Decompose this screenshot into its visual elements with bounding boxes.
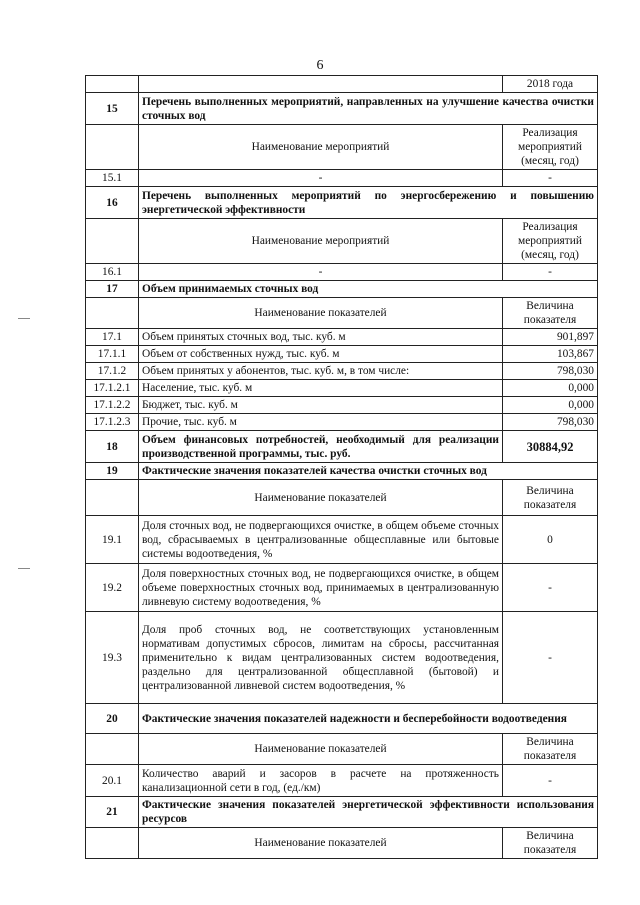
table-row: [86, 346, 598, 363]
section-number: 15: [86, 93, 139, 125]
empty-cell: [86, 734, 139, 765]
section-15-title-row: [86, 93, 598, 125]
row-value: 798,030: [503, 363, 598, 380]
section-16-title-row: [86, 187, 598, 219]
row-number: 17.1.2.1: [86, 380, 139, 397]
row-value: -: [503, 170, 598, 187]
column-header-name: Наименование мероприятий: [139, 125, 503, 170]
row-name: -: [139, 264, 503, 281]
section-number: 17: [86, 281, 139, 298]
row-number: 17.1.2.2: [86, 397, 139, 414]
section-17-header-row: [86, 298, 598, 329]
table-row: [86, 329, 598, 346]
column-header-name: Наименование показателей: [139, 734, 503, 765]
row-name: Доля сточных вод, не подвергающихся очистке, в общем объеме сточных вод, сбрасываемых в централизованные общесплавные или бытовые системы водоотведения, %: [139, 516, 503, 564]
empty-cell: [86, 298, 139, 329]
column-header-value: Величина показателя: [503, 734, 598, 765]
row-name: Доля поверхностных сточных вод, не подвергающихся очистке, в общем объеме поверхностных сточных вод, принимаемых в централизованную ливневую систему водоотведения, %: [139, 564, 503, 612]
table-row: [86, 363, 598, 380]
column-header-value: Величина показателя: [503, 480, 598, 516]
row-number: 17.1.2: [86, 363, 139, 380]
column-header-name: Наименование показателей: [139, 298, 503, 329]
empty-cell: [86, 219, 139, 264]
section-title: Фактические значения показателей надежности и бесперебойности водоотведения: [139, 704, 598, 734]
table-row: [86, 264, 598, 281]
section-number: 20: [86, 704, 139, 734]
row-value: 0: [503, 516, 598, 564]
row-value: -: [503, 264, 598, 281]
row-name: Объем принятых сточных вод, тыс. куб. м: [139, 329, 503, 346]
column-header-value: Реализация мероприятий (месяц, год): [503, 125, 598, 170]
empty-cell: [86, 828, 139, 859]
section-title: Объем финансовых потребностей, необходимый для реализации производственной программы, тыс. руб.: [139, 431, 503, 463]
row-number: 16.1: [86, 264, 139, 281]
row-name: -: [139, 170, 503, 187]
section-19-header-row: [86, 480, 598, 516]
table-row: [86, 380, 598, 397]
section-21-header-row: [86, 828, 598, 859]
row-number: 17.1.2.3: [86, 414, 139, 431]
scan-artifact: [18, 568, 30, 569]
section-17-title-row: [86, 281, 598, 298]
section-20-title-row: [86, 704, 598, 734]
row-number: 19.1: [86, 516, 139, 564]
section-number: 19: [86, 463, 139, 480]
section-16-header-row: [86, 219, 598, 264]
column-header-name: Наименование показателей: [139, 828, 503, 859]
table-row: [86, 612, 598, 704]
section-21-title-row: [86, 797, 598, 828]
empty-cell: [139, 76, 503, 93]
column-header-value: Реализация мероприятий (месяц, год): [503, 219, 598, 264]
column-header-value: Величина показателя: [503, 298, 598, 329]
row-number: 19.3: [86, 612, 139, 704]
row-value: 103,867: [503, 346, 598, 363]
table-row: [86, 170, 598, 187]
section-title: Объем принимаемых сточных вод: [139, 281, 598, 298]
column-header-name: Наименование показателей: [139, 480, 503, 516]
column-header-value: Величина показателя: [503, 828, 598, 859]
row-value: 0,000: [503, 397, 598, 414]
row-name: Население, тыс. куб. м: [139, 380, 503, 397]
section-title: Фактические значения показателей энергетической эффективности использования ресурсов: [139, 797, 598, 828]
report-table: [85, 75, 598, 859]
empty-cell: [86, 125, 139, 170]
section-number: 16: [86, 187, 139, 219]
row-value: -: [503, 612, 598, 704]
section-title: Перечень выполненных мероприятий по энергосбережению и повышению энергетической эффективности: [139, 187, 598, 219]
row-name: Объем принятых у абонентов, тыс. куб. м, в том числе:: [139, 363, 503, 380]
row-value: -: [503, 765, 598, 797]
row-number: 17.1.1: [86, 346, 139, 363]
row-number: 20.1: [86, 765, 139, 797]
row-number: 17.1: [86, 329, 139, 346]
row-name: Прочие, тыс. куб. м: [139, 414, 503, 431]
section-title: Перечень выполненных мероприятий, направленных на улучшение качества очистки сточных вод: [139, 93, 598, 125]
section-title: Фактические значения показателей качества очистки сточных вод: [139, 463, 598, 480]
table-row: [86, 516, 598, 564]
table-row: [86, 564, 598, 612]
section-number: 18: [86, 431, 139, 463]
row-value: 0,000: [503, 380, 598, 397]
column-header-name: Наименование мероприятий: [139, 219, 503, 264]
empty-cell: [86, 76, 139, 93]
row-name: Объем от собственных нужд, тыс. куб. м: [139, 346, 503, 363]
page-number: 6: [316, 58, 324, 73]
year-header: 2018 года: [503, 76, 598, 93]
scan-artifact: [18, 318, 30, 319]
table-row: [86, 397, 598, 414]
section-20-header-row: [86, 734, 598, 765]
row-number: 19.2: [86, 564, 139, 612]
row-value: 798,030: [503, 414, 598, 431]
row-value: 901,897: [503, 329, 598, 346]
table-row: [86, 414, 598, 431]
section-value: 30884,92: [503, 431, 598, 463]
section-15-header-row: [86, 125, 598, 170]
section-18-row: [86, 431, 598, 463]
empty-cell: [86, 480, 139, 516]
section-19-title-row: [86, 463, 598, 480]
table-row: [86, 765, 598, 797]
row-number: 15.1: [86, 170, 139, 187]
row-name: Доля проб сточных вод, не соответствующих установленным нормативам допустимых сбросов, лимитам на сбросы, рассчитанная применительно к видам централизованных систем водоотведения, раздельно для централизованной общесплавной (бытовой) и централизованной ливневой систем водоотведения, %: [139, 612, 503, 704]
row-name: Количество аварий и засоров в расчете на протяженность канализационной сети в год, (ед./км): [139, 765, 503, 797]
year-header-row: [86, 76, 598, 93]
row-name: Бюджет, тыс. куб. м: [139, 397, 503, 414]
section-number: 21: [86, 797, 139, 828]
row-value: -: [503, 564, 598, 612]
